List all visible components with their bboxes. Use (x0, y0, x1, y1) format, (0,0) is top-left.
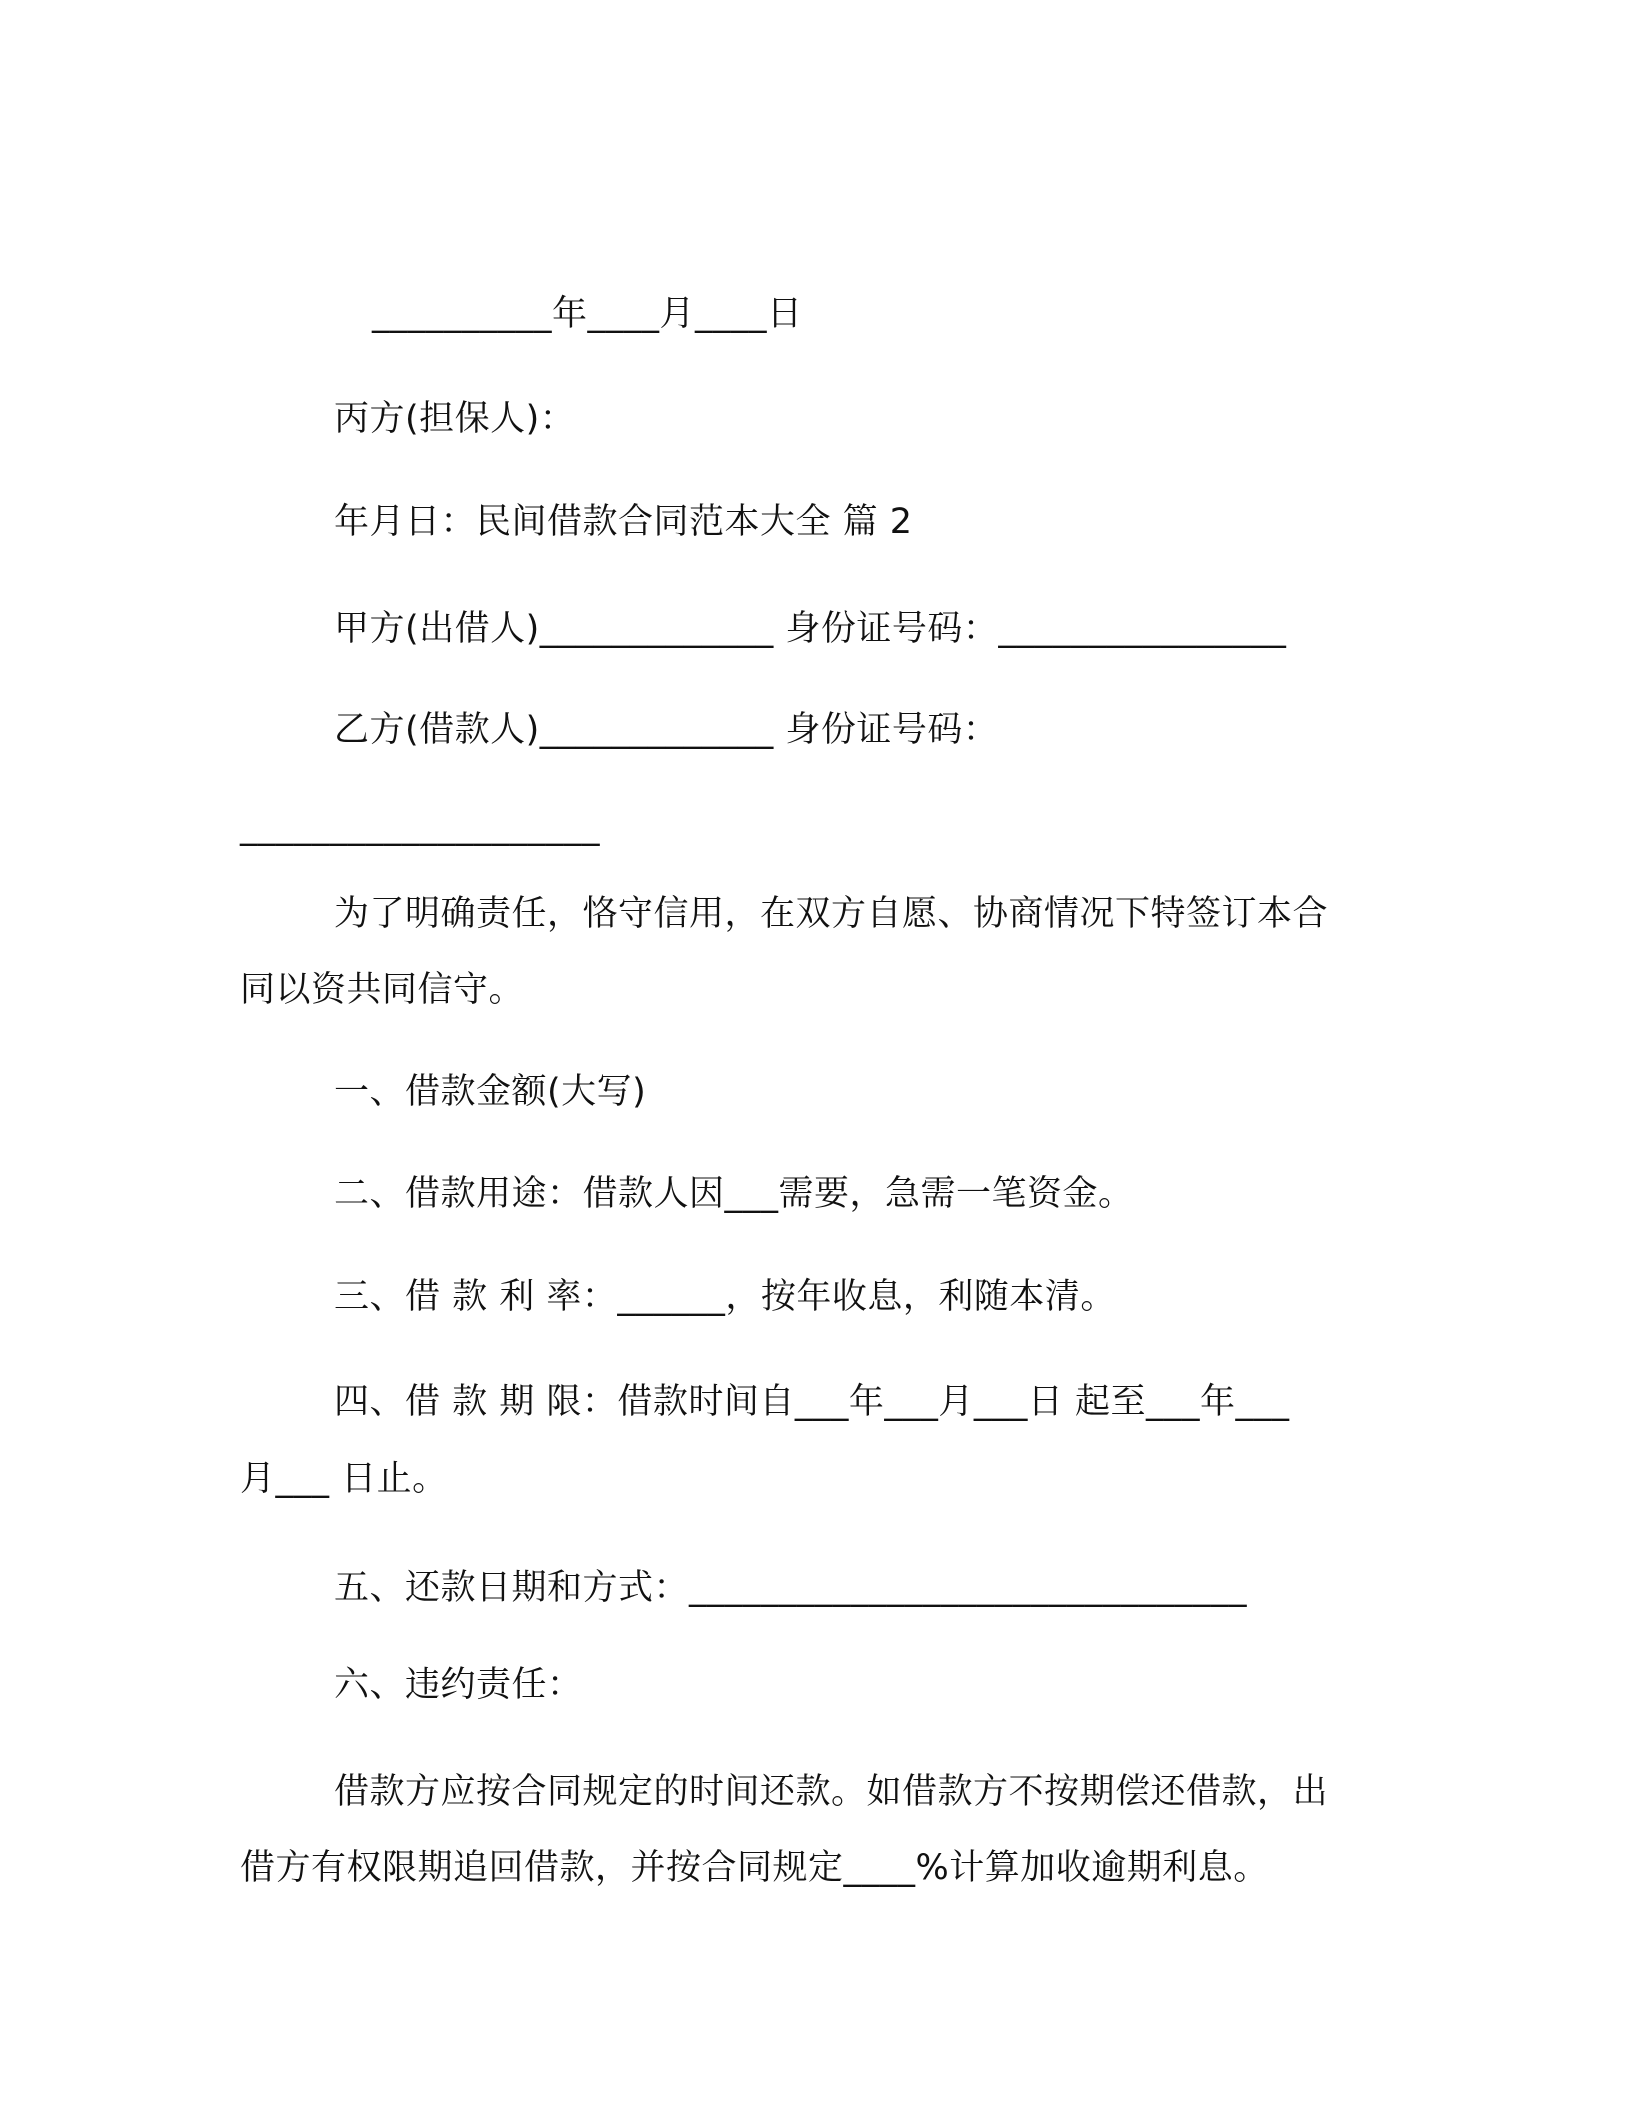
intro-paragraph-line-1: 为了明确责任，恪守信用，在双方自愿、协商情况下特签订本合 (334, 894, 1329, 934)
clause-loan-term-label: 四、借 款 期 限： (334, 1382, 618, 1422)
date-line: __________年____月____日 (372, 294, 803, 334)
breach-paragraph-line-2: 借方有权限期追回借款，并按合同规定____%计算加收逾期利息。 (240, 1848, 1269, 1888)
clause-repayment: 五、还款日期和方式：_______________________________ (334, 1568, 1248, 1608)
borrower-id-blank: ____________________ (240, 807, 600, 847)
clause-loan-term-line-2: 月___ 日止。 (240, 1459, 448, 1499)
clause-interest-rate-text: ______，按年收息，利随本清。 (617, 1277, 1116, 1317)
intro-paragraph-line-2: 同以资共同信守。 (240, 970, 525, 1010)
clause-interest-rate-label: 三、借 款 利 率： (334, 1277, 618, 1317)
clause-loan-term (334, 1380, 1290, 1424)
clause-loan-amount: 一、借款金额(大写) (334, 1072, 647, 1112)
clause-loan-purpose: 二、借款用途：借款人因___需要，急需一笔资金。 (334, 1174, 1134, 1214)
lender-line: 甲方(出借人)_____________ 身份证号码：________________ (334, 609, 1287, 649)
clause-loan-term-text: 借款时间自___年___月___日 起至___年___ (617, 1382, 1290, 1422)
breach-paragraph-line-1: 借款方应按合同规定的时间还款。如借款方不按期偿还借款，出 (334, 1772, 1329, 1812)
clause-interest-rate (334, 1275, 1116, 1319)
clause-breach: 六、违约责任： (334, 1665, 583, 1705)
section-heading: 年月日：民间借款合同范本大全 篇 2 (334, 502, 913, 542)
borrower-line: 乙方(借款人)_____________ 身份证号码： (334, 710, 999, 750)
guarantor-line: 丙方(担保人)： (334, 399, 576, 439)
